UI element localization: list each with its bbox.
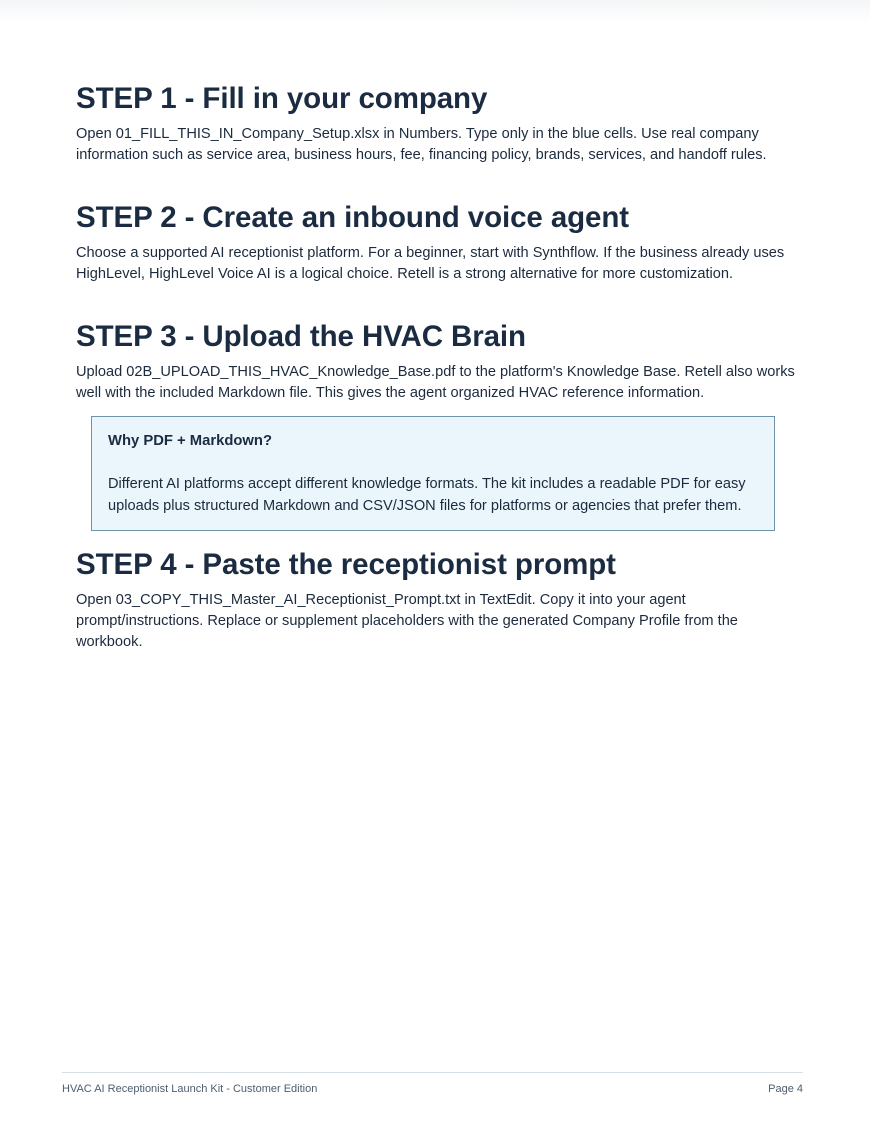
callout-title: Why PDF + Markdown?: [108, 433, 273, 449]
page-content: [76, 80, 796, 653]
step-1-heading: STEP 1 - Fill in your company: [76, 82, 488, 115]
step-2-heading: STEP 2 - Create an inbound voice agent: [76, 201, 629, 234]
callout-text: Different AI platforms accept different knowledge formats. The kit includes a readable PDF for easy uploads plus structured Markdown and CSV/JSON files for platforms or agencies that prefer them.: [108, 476, 746, 514]
footer-document-title: HVAC AI Receptionist Launch Kit - Customer Edition: [62, 1083, 318, 1095]
footer-page-number: Page 4: [768, 1083, 803, 1095]
step-4-section: [76, 546, 796, 653]
page-top-edge: [0, 0, 870, 22]
step-2-section: [76, 199, 796, 285]
step-1-section: [76, 80, 796, 166]
step-3-heading: STEP 3 - Upload the HVAC Brain: [76, 320, 526, 353]
step-1-text: Open 01_FILL_THIS_IN_Company_Setup.xlsx in Numbers. Type only in the blue cells. Use real company information such as service area, business hours, fee, financing policy, brands, services, and handoff rules.: [76, 126, 767, 163]
step-3-text: Upload 02B_UPLOAD_THIS_HVAC_Knowledge_Base.pdf to the platform's Knowledge Base. Retell also works well with the included Markdown file. This gives the agent organized HVAC reference information.: [76, 364, 795, 401]
step-3-section: [76, 318, 796, 531]
page-footer: [62, 1072, 803, 1095]
step-4-heading: STEP 4 - Paste the receptionist prompt: [76, 548, 616, 581]
info-callout-box: [91, 416, 775, 531]
step-2-text: Choose a supported AI receptionist platform. For a beginner, start with Synthflow. If the business already uses HighLevel, HighLevel Voice AI is a logical choice. Retell is a strong alternative for more customization.: [76, 245, 785, 282]
step-4-text: Open 03_COPY_THIS_Master_AI_Receptionist_Prompt.txt in TextEdit. Copy it into your agent prompt/instructions. Replace or supplement placeholders with the generated Company Profile from the workbook.: [76, 592, 738, 650]
